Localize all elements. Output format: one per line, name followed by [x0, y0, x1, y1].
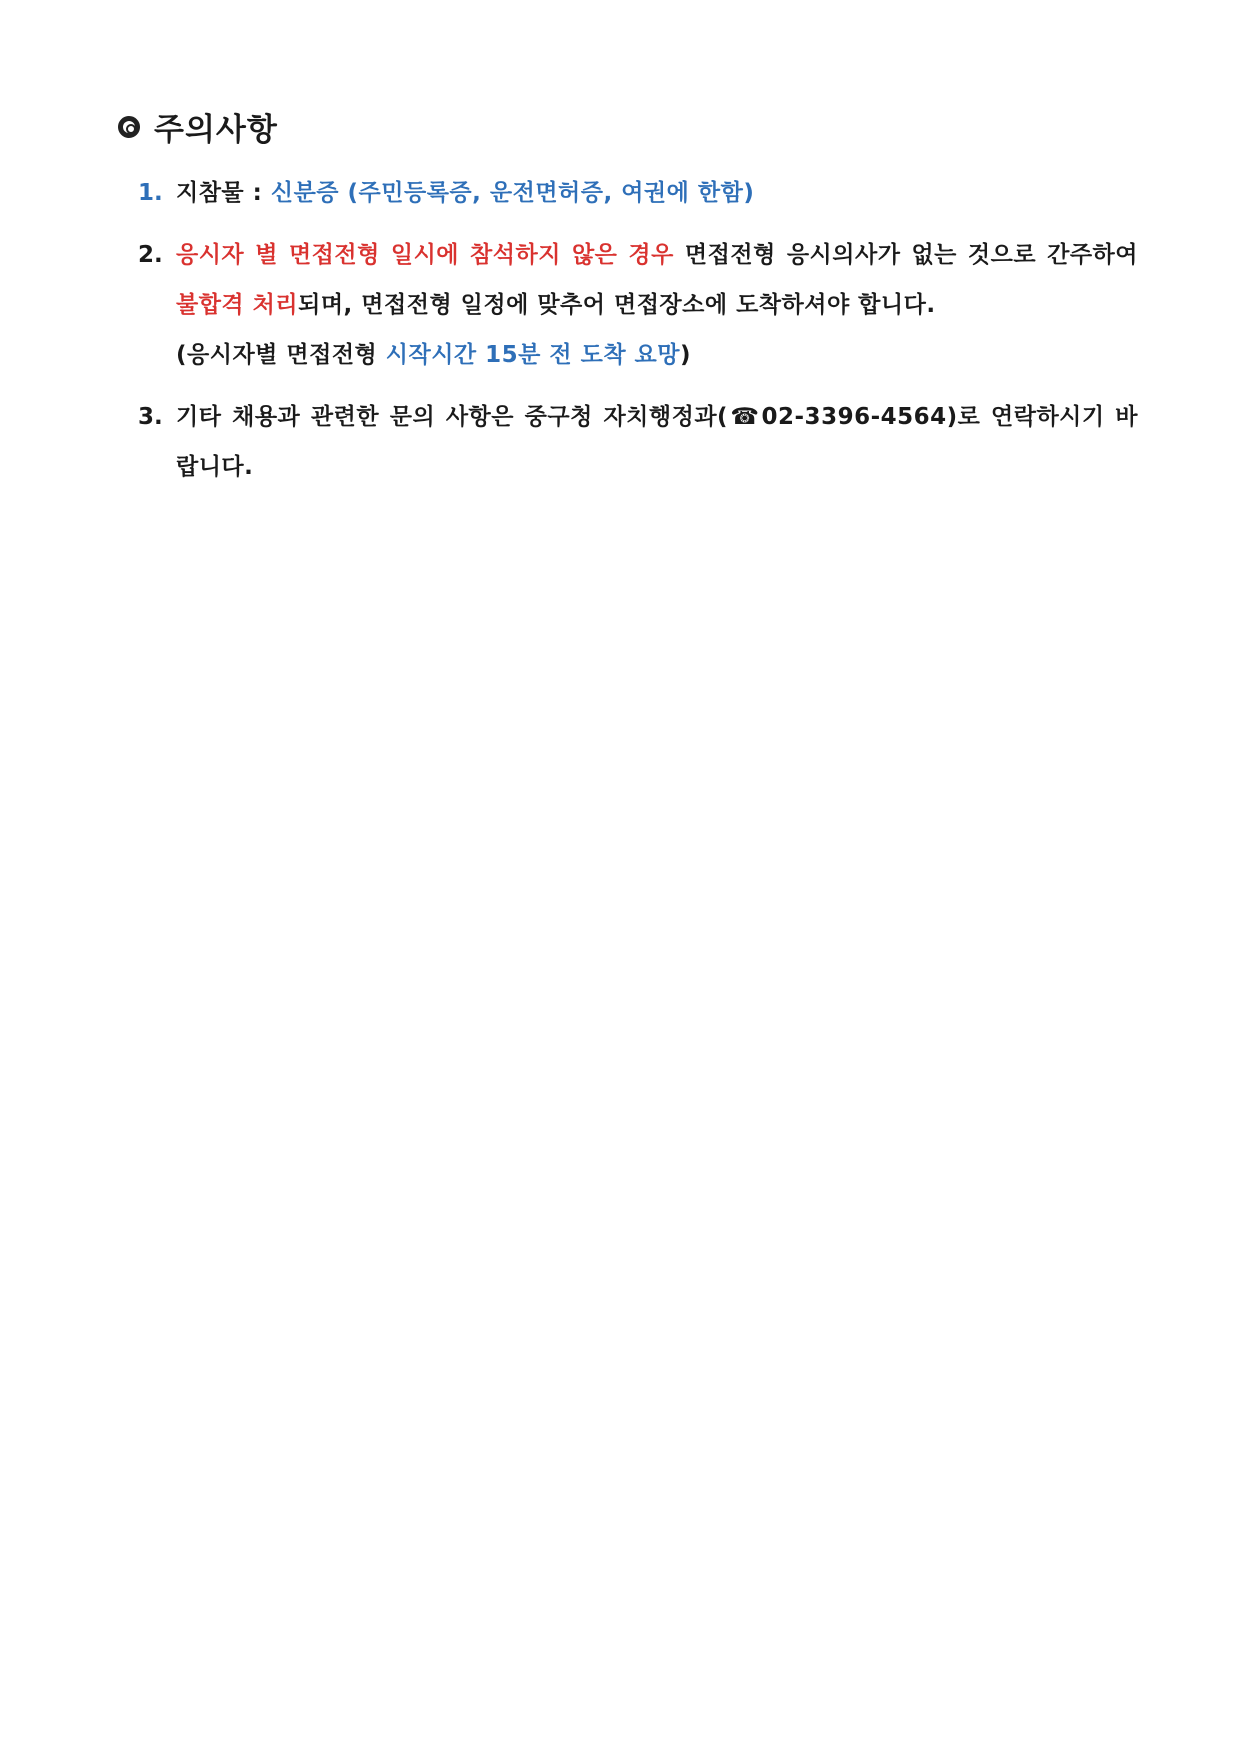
notes-list [138, 168, 1138, 504]
note-item-3 [138, 392, 1138, 492]
section-title: 주의사항 [154, 112, 278, 148]
note-body: 기타 채용과 관련한 문의 사항은 중구청 자치행정과(☎02-3396-4564)로 연락하시기 바랍니다. [176, 404, 1138, 480]
double-circle-icon [118, 116, 140, 138]
note-warning-text: 불합격 처리 [176, 292, 299, 318]
note-text: 되며, 면접전형 일정에 맞추어 면접장소에 도착하셔야 합니다. [298, 292, 936, 318]
note-warning-text: 응시자 별 면접전형 일시에 참석하지 않은 경우 [176, 242, 674, 268]
note-number: 1. [138, 180, 163, 206]
note-item-1 [138, 168, 1138, 218]
note-body [176, 168, 1138, 218]
note-text: ) [680, 342, 692, 368]
section-heading [118, 104, 278, 149]
note-item-2 [138, 230, 1138, 380]
note-text: 면접전형 응시의사가 없는 것으로 간주하여 [673, 242, 1138, 268]
note-highlight-text: 시작시간 15분 전 도착 요망 [385, 342, 680, 368]
note-number: 3. [138, 404, 163, 430]
note-number: 2. [138, 242, 163, 268]
note-label: 지참물 : [176, 180, 271, 206]
note-text: (응시자별 면접전형 [176, 342, 386, 368]
note-body [176, 230, 1138, 380]
note-value: 신분증 (주민등록증, 운전면허증, 여권에 한함) [270, 180, 755, 206]
note-paren-line [176, 330, 1138, 380]
